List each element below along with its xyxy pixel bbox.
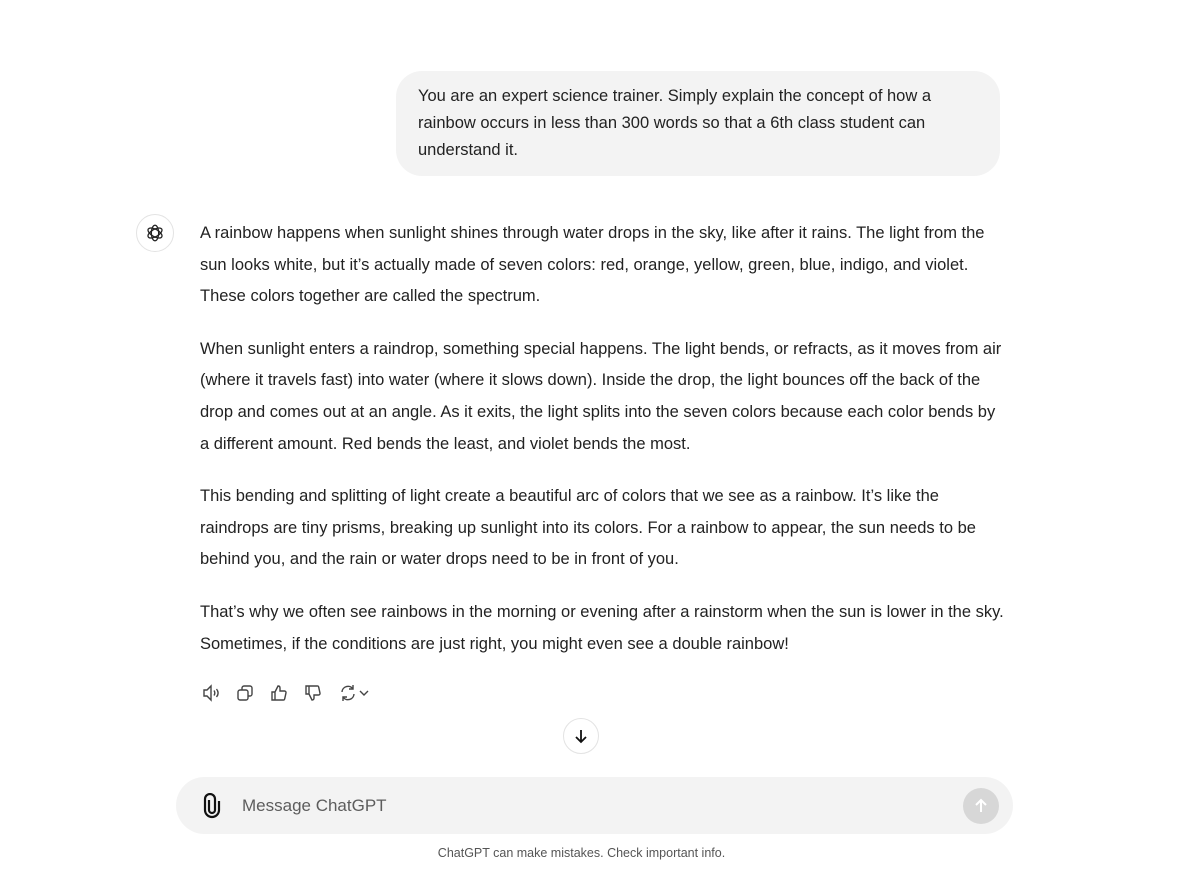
thumbs-up-icon	[269, 683, 289, 703]
thumbs-down-icon	[303, 683, 323, 703]
answer-paragraph: A rainbow happens when sunlight shines through water drops in the sky, like after it rains. The light from the sun looks white, but it’s actually made of seven colors: red, orange, yellow, green, blue, indigo, and violet. These colors together are called the spectrum.	[200, 224, 985, 306]
message-input[interactable]	[240, 791, 944, 821]
copy-button[interactable]	[234, 682, 256, 704]
good-response-button[interactable]	[268, 682, 290, 704]
paperclip-icon	[200, 793, 224, 819]
answer-paragraph: That’s why we often see rainbows in the morning or evening after a rainstorm when the sun is lower in the sky. Sometimes, if the conditions are just right, you might even see a double rainbow!	[200, 602, 1004, 653]
read-aloud-button[interactable]	[200, 682, 222, 704]
attach-button[interactable]	[200, 793, 224, 824]
answer-paragraph: When sunlight enters a raindrop, something special happens. The light bends, or refracts, as it moves from air (where it travels fast) into water (where it slows down). Inside the drop, the light bounces off the back of the drop and comes out at an angle. As it exits, the light splits into the seven colors because each color bends by a different amount. Red bends the least, and violet bends the most.	[200, 339, 1002, 453]
speaker-icon	[201, 683, 221, 703]
composer	[176, 777, 1013, 834]
message-actions	[200, 682, 372, 704]
assistant-message	[200, 218, 1005, 681]
arrow-down-icon	[572, 727, 590, 745]
chevron-down-icon	[358, 687, 370, 699]
scroll-to-bottom-button[interactable]	[563, 718, 599, 754]
arrow-up-icon	[972, 797, 990, 815]
bad-response-button[interactable]	[302, 682, 324, 704]
answer-paragraph: This bending and splitting of light create a beautiful arc of colors that we see as a rainbow. It’s like the raindrops are tiny prisms, breaking up sunlight into its colors. For a rainbow to appear, the sun needs to be behind you, and the rain or water drops need to be in front of you.	[200, 487, 976, 569]
chatgpt-logo-icon	[136, 214, 174, 252]
disclaimer: ChatGPT can make mistakes. Check important info.	[437, 846, 726, 860]
send-button[interactable]	[963, 788, 999, 824]
copy-icon	[235, 683, 255, 703]
user-message: You are an expert science trainer. Simply explain the concept of how a rainbow occurs in less than 300 words so that a 6th class student can understand it.	[396, 71, 1000, 176]
regenerate-button[interactable]	[336, 682, 372, 704]
regenerate-icon	[338, 683, 358, 703]
